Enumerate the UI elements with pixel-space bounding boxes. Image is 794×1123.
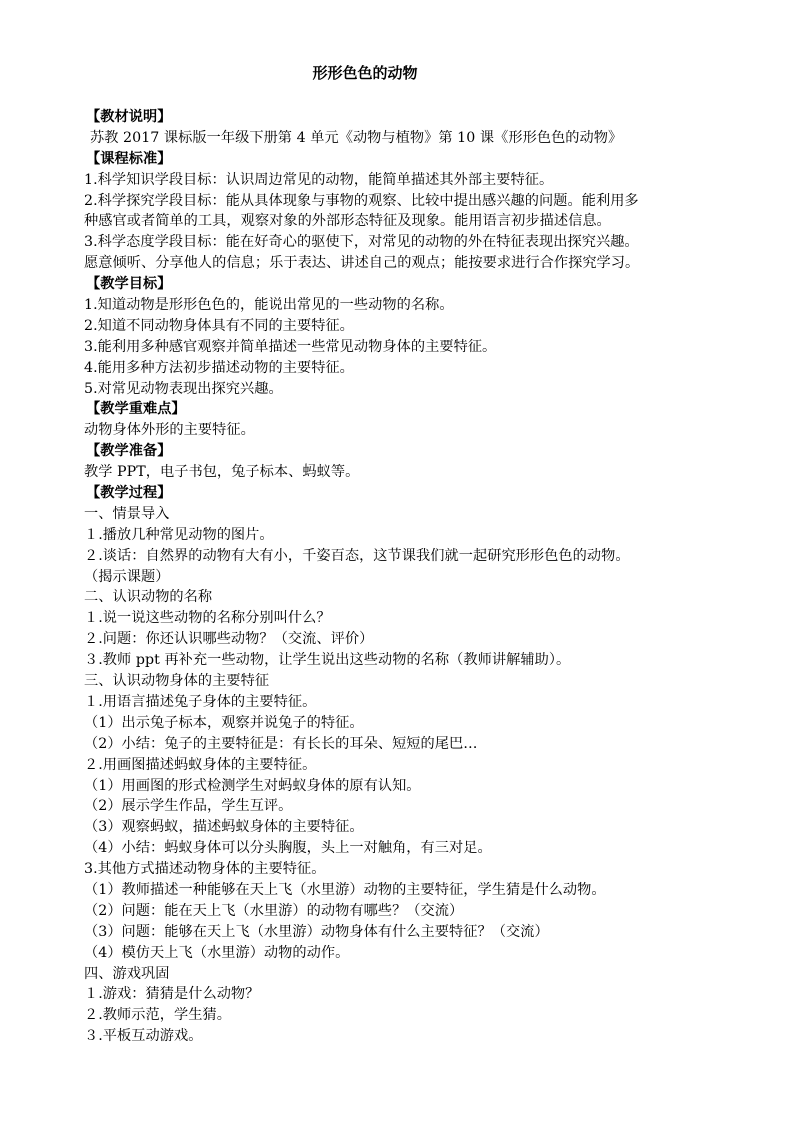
section-heading-process: 【教学过程】: [86, 485, 172, 502]
objectives-line: 1.知道动物是形形色色的，能说出常见的一些动物的名称。: [84, 297, 454, 314]
process-line: （揭示课题）: [84, 568, 170, 585]
process-line: １.播放几种常见动物的图片。: [84, 526, 274, 543]
section-heading-objectives: 【教学目标】: [86, 276, 172, 293]
standards-line: 1.科学知识学段目标：认识周边常见的动物，能简单描述其外部主要特征。: [84, 171, 554, 188]
section-heading-textbook: 【教材说明】: [86, 109, 172, 125]
process-line: ２.教师示范，学生猜。: [84, 1007, 231, 1024]
process-line: 三、认识动物身体的主要特征: [84, 673, 270, 690]
process-line: 二、认识动物的名称: [84, 589, 213, 606]
standards-line: 种感官或者简单的工具，观察对象的外部形态特征及现象。能用语言初步描述信息。: [84, 213, 611, 230]
standards-line: 2.科学探究学段目标：能从具体现象与事物的观察、比较中提出感兴趣的问题。能利用多: [84, 192, 639, 209]
document-title: 形形色色的动物: [312, 64, 418, 82]
objectives-line: 3.能利用多种感官观察并简单描述一些常见动物身体的主要特征。: [84, 338, 497, 355]
process-line: ３.平板互动游戏。: [84, 1028, 203, 1045]
process-line: （2）展示学生作品，学生互评。: [84, 798, 293, 815]
process-line: （1）出示兔子标本，观察并说兔子的特征。: [84, 714, 364, 731]
section-heading-key-points: 【教学重难点】: [86, 401, 186, 418]
objectives-line: 5.对常见动物表现出探究兴趣。: [84, 380, 283, 397]
process-line: １.说一说这些动物的名称分别叫什么？: [84, 610, 331, 627]
document-body: [84, 107, 714, 1047]
process-line: ３.教师 ppt 再补充一些动物，让学生说出这些动物的名称（教师讲解辅助）。: [84, 652, 571, 669]
section-heading-standards: 【课程标准】: [86, 150, 172, 167]
key-points-line: 动物身体外形的主要特征。: [84, 422, 255, 439]
process-line: （2）问题：能在天上飞（水里游）的动物有哪些？（交流）: [84, 902, 464, 919]
process-line: １.游戏：猜猜是什么动物？: [84, 986, 260, 1003]
objectives-line: 4.能用多种方法初步描述动物的主要特征。: [84, 359, 354, 376]
process-line: 一、情景导入: [84, 505, 170, 522]
process-line: （3）问题：能够在天上飞（水里游）动物身体有什么主要特征？（交流）: [84, 923, 549, 940]
process-line: （1）教师描述一种能够在天上飞（水里游）动物的主要特征，学生猜是什么动物。: [84, 881, 606, 898]
section-heading-preparation: 【教学准备】: [86, 443, 172, 460]
process-line: ２.问题：你还认识哪些动物？（交流、评价）: [84, 631, 374, 648]
process-line: 3.其他方式描述动物身体的主要特征。: [84, 861, 326, 878]
process-line: ２.用画图描述蚂蚁身体的主要特征。: [84, 756, 317, 773]
process-line: （3）观察蚂蚁，描述蚂蚁身体的主要特征。: [84, 819, 364, 836]
preparation-line: 教学 PPT，电子书包，兔子标本、蚂蚁等。: [84, 464, 360, 481]
process-line: １.用语言描述兔子身体的主要特征。: [84, 693, 317, 710]
standards-line: 愿意倾听、分享他人的信息；乐于表达、讲述自己的观点；能按要求进行合作探究学习。: [84, 255, 640, 272]
process-line: （4）模仿天上飞（水里游）动物的动作。: [84, 944, 350, 961]
standards-line: 3.科学态度学段目标：能在好奇心的驱使下，对常见的动物的外在特征表现出探究兴趣。: [84, 234, 639, 251]
process-line: （4）小结：蚂蚁身体可以分头胸腹，头上一对触角，有三对足。: [84, 840, 492, 857]
process-line: 四、游戏巩固: [84, 965, 170, 982]
textbook-line: 苏教 2017 课标版一年级下册第 4 单元《动物与植物》第 10 课《形形色色的动物》: [90, 129, 623, 146]
process-line: （2）小结：兔子的主要特征是：有长长的耳朵、短短的尾巴…: [84, 735, 478, 752]
process-line: （1）用画图的形式检测学生对蚂蚁身体的原有认知。: [84, 777, 421, 794]
process-line: ２.谈话：自然界的动物有大有小，千姿百态，这节课我们就一起研究形形色色的动物。: [84, 547, 630, 564]
objectives-line: 2.知道不同动物身体具有不同的主要特征。: [84, 317, 354, 334]
